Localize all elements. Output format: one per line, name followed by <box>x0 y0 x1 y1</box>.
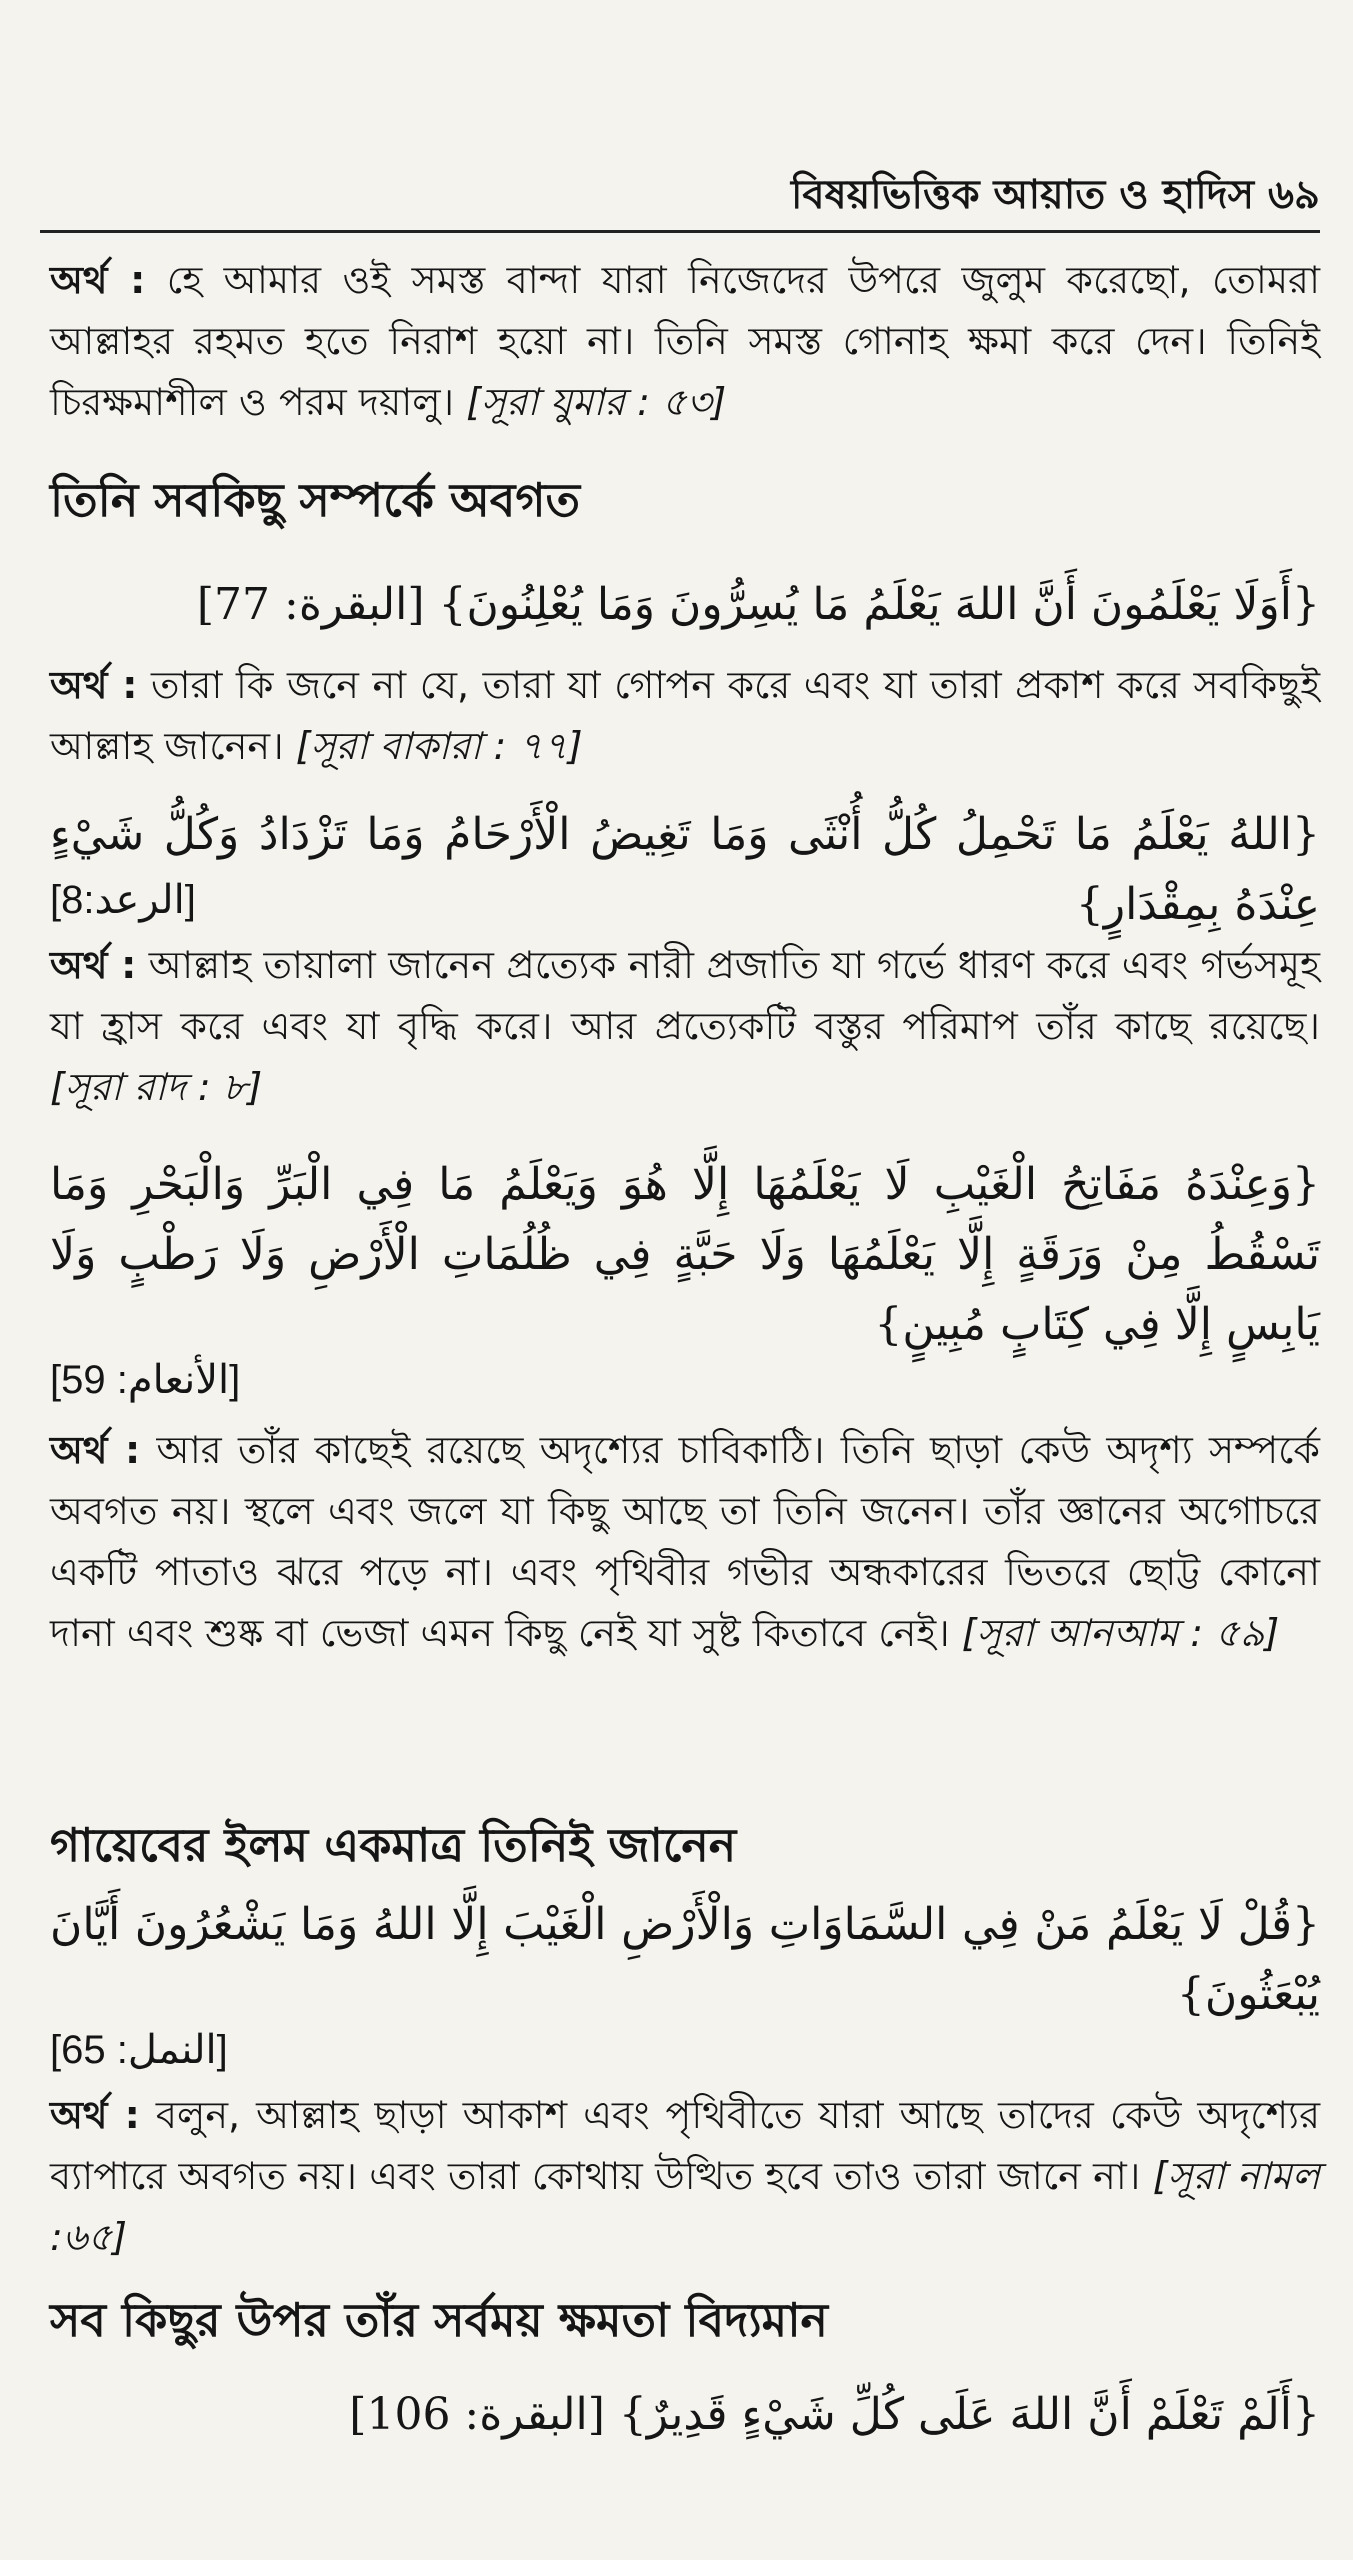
surah-reference: [সূরা আনআম : ৫৯] <box>961 1611 1280 1655</box>
section-heading: গায়েবের ইলম একমাত্র তিনিই জানেন <box>50 1818 737 1872</box>
surah-reference: [সূরা বাকারা : ৭৭] <box>295 724 583 768</box>
surah-reference: [সূরা নামল :৬৫] <box>50 2154 1321 2259</box>
arabic-citation: [الأنعام: 59] <box>50 1358 241 1402</box>
meaning-text: হে আমার ওই সমস্ত বান্দা যারা নিজেদের উপরে জুলুম করেছো, তোমরা আল্লাহর রহমত হতে নিরাশ হয়ো না। তিনি সমস্ত গোনাহ ক্ষমা করে দেন। তিনিই চিরক্ষমাশীল ও পরম দয়ালু। <box>50 258 1320 424</box>
meaning-text: বলুন, আল্লাহ ছাড়া আকাশ এবং পৃথিবীতে যারা আছে তাদের কেউ অদৃশ্যের ব্যাপারে অবগত নয়। এবং তারা কোথায় উত্থিত হবে তাও তারা জানে না। <box>50 2093 1320 2198</box>
running-header: বিষয়ভিত্তিক আয়াত ও হাদিস ৬৯ <box>40 160 1320 233</box>
arabic-verse: {أَلَمْ تَعْلَمْ أَنَّ اللهَ عَلَى كُلِّ شَيْءٍ قَدِيرٌ} [البقرة: 106] <box>349 2389 1320 2440</box>
meaning-text: আল্লাহ তায়ালা জানেন প্রত্যেক নারী প্রজাতি যা গর্ভে ধারণ করে এবং গর্ভসমূহ যা হ্রাস করে এবং যা বৃদ্ধি করে। আর প্রত্যেকটি বস্তুর পরিমাপ তাঁর কাছে রয়েছে। <box>50 943 1320 1048</box>
arabic-verse: {اللهُ يَعْلَمُ مَا تَحْمِلُ كُلُّ أُنْثَى وَمَا تَغِيضُ الْأَرْحَامُ وَمَا تَزْدَادُ وَكُلُّ شَيْءٍ عِنْدَهُ بِمِقْدَارٍ} <box>50 809 1320 930</box>
meaning-text: তারা কি জনে না যে, তারা যা গোপন করে এবং যা তারা প্রকাশ করে সবকিছুই আল্লাহ জানেন। <box>50 663 1320 768</box>
surah-reference: [সূরা রাদ : ৮] <box>50 1065 263 1109</box>
section-heading: সব কিছুর উপর তাঁর সর্বময় ক্ষমতা বিদ্যমান <box>50 2293 829 2347</box>
meaning-label: অর্থ : <box>50 258 146 302</box>
arabic-citation: [النمل: 65] <box>50 2028 228 2072</box>
arabic-citation: [الرعد:8] <box>50 878 196 922</box>
meaning-label: অর্থ : <box>50 663 138 707</box>
arabic-verse: {قُلْ لَا يَعْلَمُ مَنْ فِي السَّمَاوَاتِ وَالْأَرْضِ الْغَيْبَ إِلَّا اللهُ وَمَا يَشْعُرُونَ أَيَّانَ يُبْعَثُونَ} <box>50 1899 1320 2020</box>
arabic-verse: {وَعِنْدَهُ مَفَاتِحُ الْغَيْبِ لَا يَعْلَمُهَا إِلَّا هُوَ وَيَعْلَمُ مَا فِي الْبَرِّ وَالْبَحْرِ وَمَا تَسْقُطُ مِنْ وَرَقَةٍ إِلَّا يَعْلَمُهَا وَلَا حَبَّةٍ فِي ظُلُمَاتِ الْأَرْضِ وَلَا رَطْبٍ وَلَا يَابِسٍ إِلَّا فِي كِتَابٍ مُبِينٍ} <box>50 1159 1320 1350</box>
meaning-paragraph <box>50 935 1320 1118</box>
section-heading: তিনি সবকিছু সম্পর্কে অবগত <box>50 473 580 527</box>
arabic-verse: {أَوَلَا يَعْلَمُونَ أَنَّ اللهَ يَعْلَمُ مَا يُسِرُّونَ وَمَا يُعْلِنُونَ} [البقرة: 77] <box>196 579 1320 630</box>
meaning-label: অর্থ : <box>50 943 137 987</box>
meaning-paragraph <box>50 655 1320 777</box>
meaning-paragraph <box>50 1420 1320 1664</box>
meaning-paragraph <box>50 2085 1320 2268</box>
surah-reference: [সূরা যুমার : ৫৩] <box>466 380 727 424</box>
meaning-label: অর্থ : <box>50 1428 141 1472</box>
meaning-paragraph <box>50 250 1320 433</box>
meaning-text: আর তাঁর কাছেই রয়েছে অদৃশ্যের চাবিকাঠি। তিনি ছাড়া কেউ অদৃশ্য সম্পর্কে অবগত নয়। স্থলে এবং জলে যা কিছু আছে তা তিনি জনেন। তাঁর জ্ঞানের অগোচরে একটি পাতাও ঝরে পড়ে না। এবং পৃথিবীর গভীর অন্ধকারের ভিতরে ছোট্ট কোনো দানা এবং শুষ্ক বা ভেজা এমন কিছু নেই যা সুষ্ট কিতাবে নেই। <box>50 1428 1320 1655</box>
meaning-label: অর্থ : <box>50 2093 140 2137</box>
